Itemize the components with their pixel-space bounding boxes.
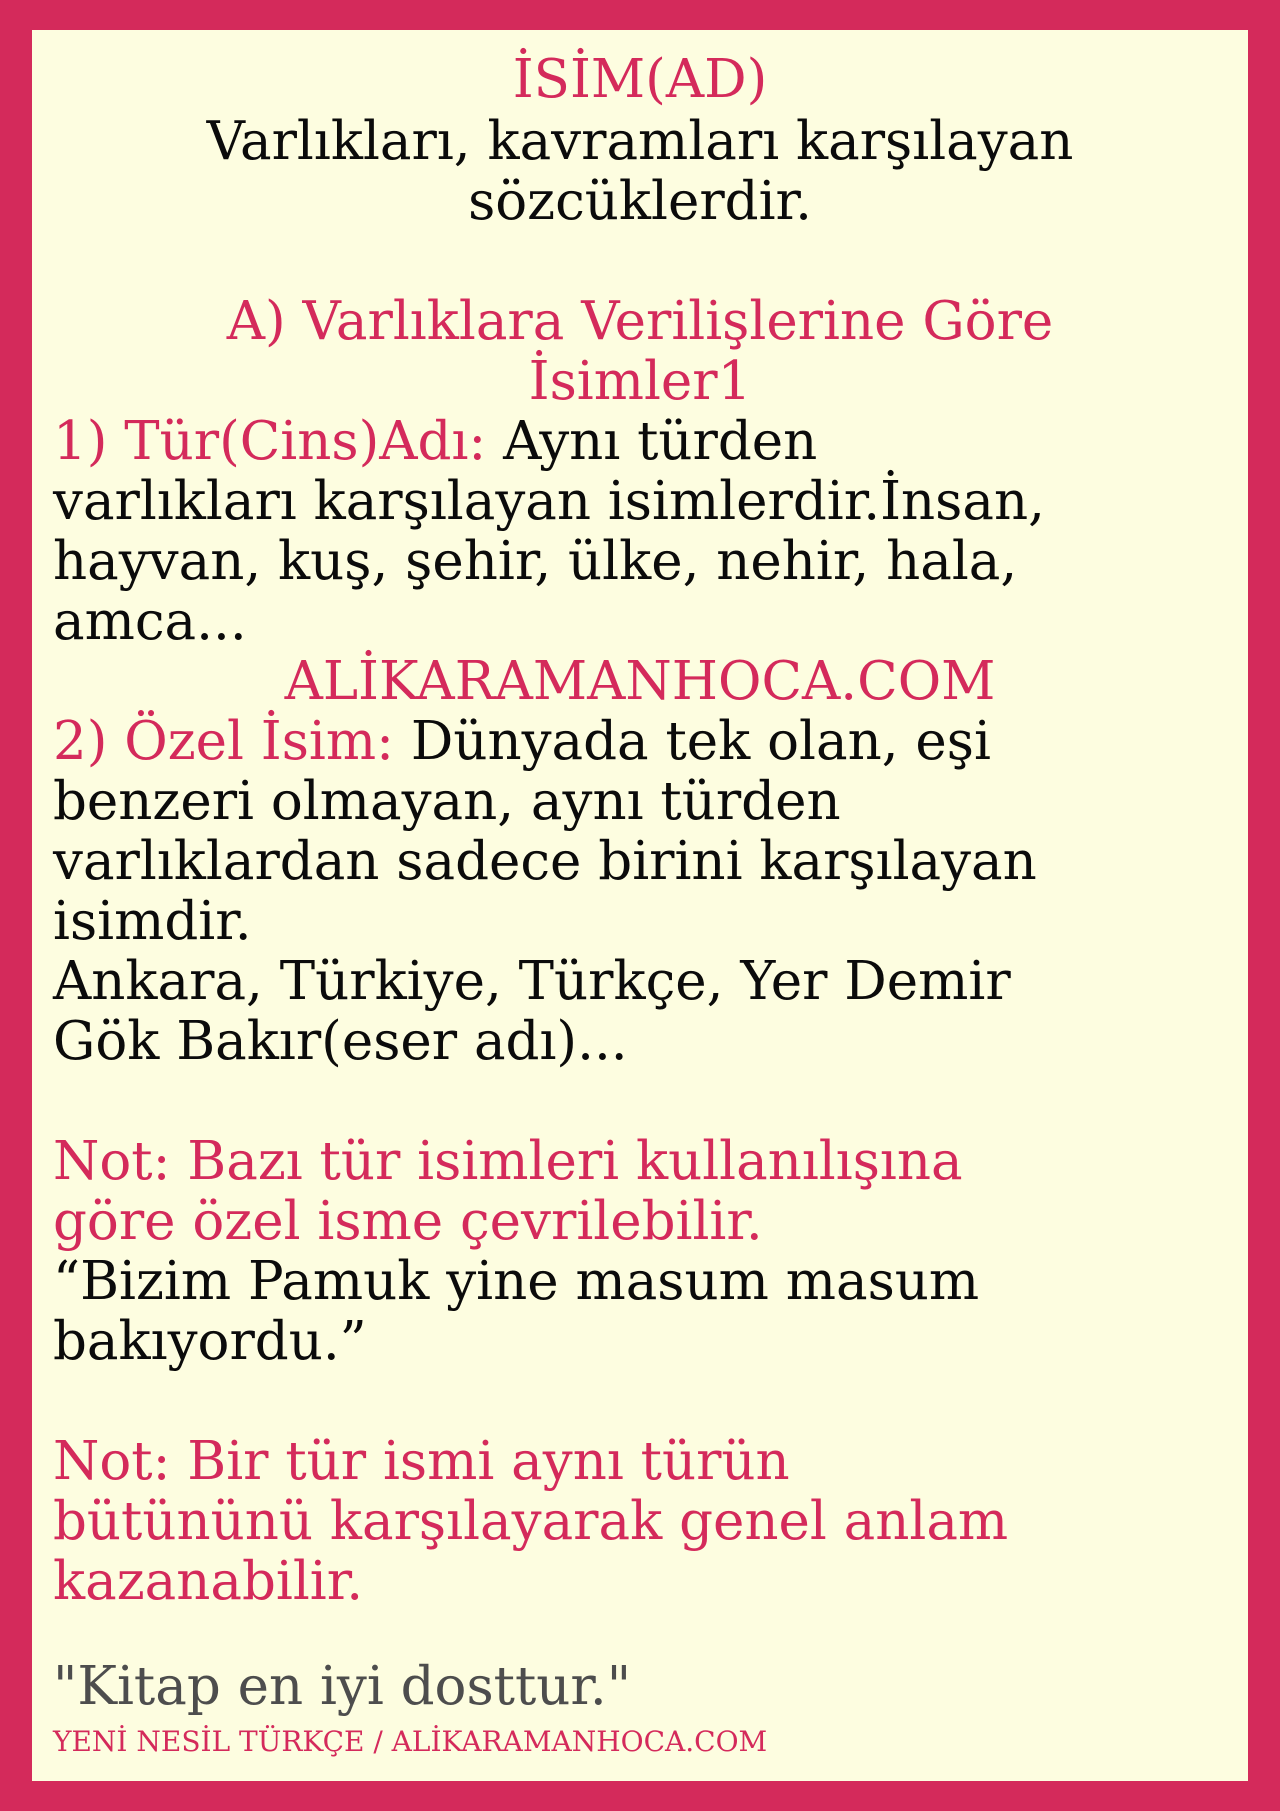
item2-text: Dünyada tek olan, eşi — [393, 711, 991, 772]
page-title: İSİM(AD) — [512, 49, 768, 110]
item2-line: Ankara, Türkiye, Türkçe, Yer Demir — [53, 951, 1011, 1012]
section-a-heading-line-2: İsimler1 — [528, 351, 752, 412]
quote1-line: bakıyordu.” — [53, 1311, 367, 1372]
page-card — [32, 30, 1248, 1781]
quote1-line: “Bizim Pamuk yine masum masum — [53, 1251, 980, 1312]
section-a-heading-line-1: A) Varlıklara Verilişlerine Göre — [226, 291, 1054, 352]
note1-line: Not: Bazı tür isimleri kullanılışına — [53, 1131, 963, 1192]
footer: YENİ NESİL TÜRKÇE / ALİKARAMANHOCA.COM — [53, 1725, 768, 1758]
note1-line: göre özel isme çevrilebilir. — [53, 1191, 763, 1252]
item1-label: 1) Tür(Cins)Adı: — [53, 411, 487, 472]
item2-line: isimdir. — [53, 891, 252, 952]
item1-text: Aynı türden — [486, 411, 818, 472]
quote2: "Kitap en iyi dosttur." — [53, 1656, 632, 1717]
note2-line: bütününü karşılayarak genel anlam — [53, 1491, 1009, 1552]
item1-line: amca... — [53, 591, 247, 652]
item2-line: Gök Bakır(eser adı)... — [53, 1011, 628, 1072]
note2-line: Not: Bir tür ismi aynı türün — [53, 1431, 790, 1492]
item1-first-line — [53, 412, 817, 472]
item1-line: hayvan, kuş, şehir, ülke, nehir, hala, — [53, 531, 1018, 592]
item2-label: 2) Özel İsim: — [53, 711, 394, 772]
item1-line: varlıkları karşılayan isimlerdir.İnsan, — [53, 471, 1045, 532]
item2-line: benzeri olmayan, aynı türden — [53, 771, 841, 832]
item2-line: varlıklardan sadece birini karşılayan — [53, 831, 1037, 892]
item2-first-line — [53, 712, 991, 772]
definition-line-2: sözcüklerdir. — [468, 171, 812, 232]
definition-line-1: Varlıkları, kavramları karşılayan — [206, 111, 1074, 172]
note2-line: kazanabilir. — [53, 1551, 364, 1612]
watermark: ALİKARAMANHOCA.COM — [284, 651, 996, 712]
